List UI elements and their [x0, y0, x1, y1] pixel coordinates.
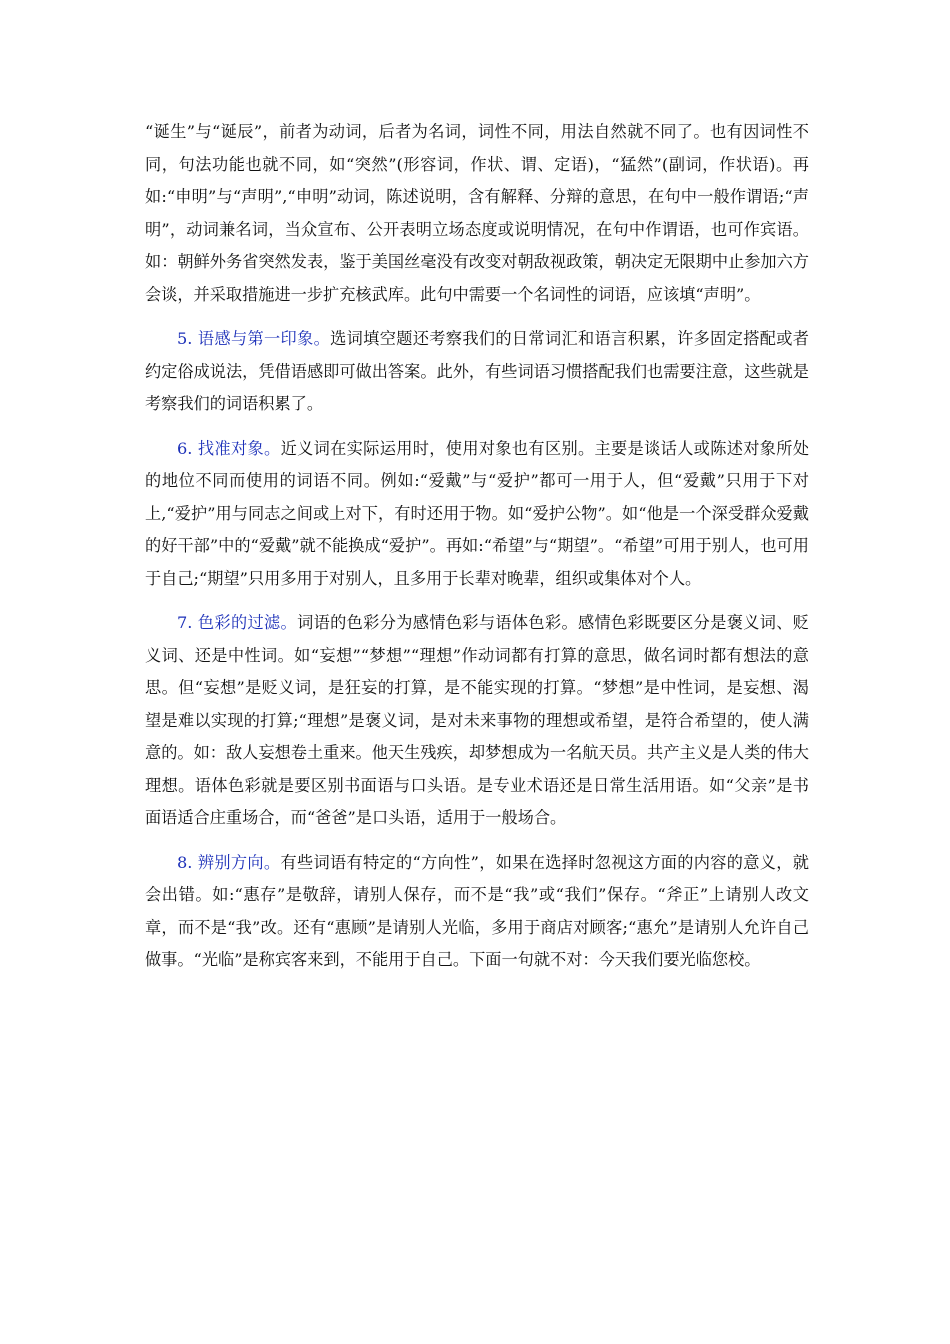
paragraph-target-object: [145, 433, 809, 596]
paragraph-direction: [145, 847, 809, 977]
paragraph-text: “诞生”与“诞辰”，前者为动词，后者为名词，词性不同，用法自然就不同了。也有因词性不同，句法功能也就不同，如“突然”(形容词，作状、谓、定语)，“猛然”(副词，作状语)。再如:“申明”与“声明”,“申明”动词，陈述说明，含有解释、分辩的意思，在句中一般作谓语;“声明”，动词兼名词，当众宣布、公开表明立场态度或说明情况，在句中作谓语，也可作宾语。如：朝鲜外务省突然发表，鉴于美国丝毫没有改变对朝敌视政策，朝决定无限期中止参加六方会谈，并采取措施进一步扩充核武库。此句中需要一个名词性的词语，应该填“声明”。: [145, 122, 809, 304]
paragraph-text: 选词填空题还考察我们的日常词汇和语言积累，许多固定搭配或者约定俗成说法，凭借语感即可做出答案。此外，有些词语习惯搭配我们也需要注意，这些就是考察我们的词语积累了。: [145, 329, 809, 413]
section-heading: 7. 色彩的过滤。: [177, 613, 298, 632]
section-heading: 6. 找准对象。: [177, 438, 281, 458]
paragraph-text: 有些词语有特定的“方向性”，如果在选择时忽视这方面的内容的意义，就会出错。如:“惠存”是敬辞，请别人保存，而不是“我”或“我们”保存。“斧正”上请别人改文章，而不是“我”改。还有“惠顾”是请别人光临，多用于商店对顾客;“惠允”是请别人允许自己做事。“光临”是称宾客来到，不能用于自己。下面一句就不对：今天我们要光临您校。: [145, 852, 809, 969]
paragraph-text: 近义词在实际运用时，使用对象也有区别。主要是谈话人或陈述对象所处的地位不同而使用的词语不同。例如:“爱戴”与“爱护”都可一用于人，但“爱戴”只用于下对上,“爱护”用与同志之间或上对下，有时还用于物。如“爱护公物”。如“他是一个深受群众爱戴的好干部”中的“爱戴”就不能换成“爱护”。再如:“希望”与“期望”。“希望”可用于别人，也可用于自己;“期望”只用多用于对别人，且多用于长辈对晚辈，组织或集体对个人。: [145, 438, 810, 588]
paragraph-text: 词语的色彩分为感情色彩与语体色彩。感情色彩既要区分是褒义词、贬义词、还是中性词。如“妄想”“梦想”“理想”作动词都有打算的意思，做名词时都有想法的意思。但“妄想”是贬义词，是狂妄的打算，是不能实现的打算。“梦想”是中性词，是妄想、渴望是难以实现的打算;“理想”是褒义词，是对未来事物的理想或希望，是符合希望的，使人满意的。如：敌人妄想卷土重来。他天生残疾，却梦想成为一名航天员。共产主义是人类的伟大理想。语体色彩就是要区别书面语与口头语。是专业术语还是日常生活用语。如“父亲”是书面语适合庄重场合，而“爸爸”是口头语，适用于一般场合。: [145, 613, 809, 827]
paragraph-color-filter: [145, 607, 809, 835]
document-page: [145, 116, 809, 989]
paragraph-language-sense: [145, 323, 809, 421]
section-heading: 8. 辨别方向。: [177, 852, 281, 872]
section-heading: 5. 语感与第一印象。: [177, 329, 331, 348]
paragraph-part-of-speech: [145, 116, 809, 311]
